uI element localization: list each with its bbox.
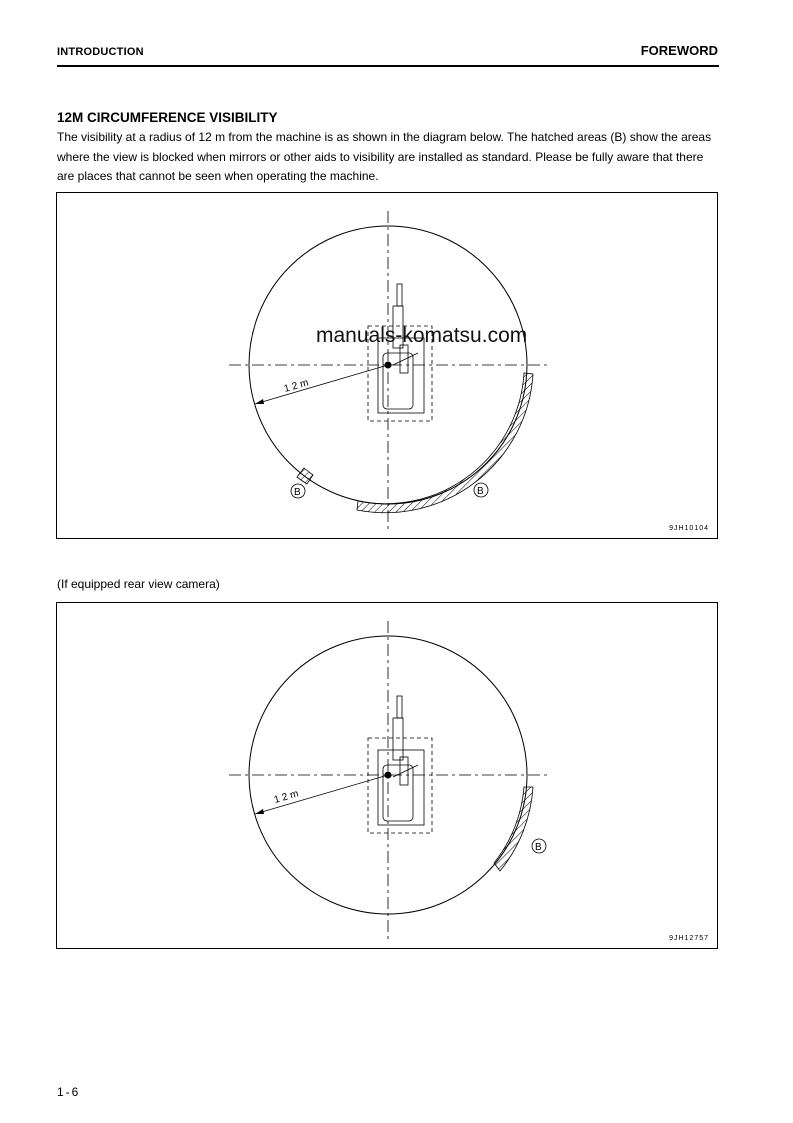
blind-area-label-right: B	[477, 486, 484, 497]
visibility-diagram-rear-camera	[56, 602, 718, 949]
section-title: 12M CIRCUMFERENCE VISIBILITY	[57, 110, 278, 125]
blind-area-arc-right	[494, 787, 533, 871]
header-chapter: FOREWORD	[640, 43, 718, 58]
excavator-outline	[368, 696, 432, 833]
blind-area-label-left: B	[294, 487, 301, 498]
excavator-outline	[368, 284, 432, 421]
visibility-diagram-standard-svg	[57, 193, 719, 540]
watermark: manuals-komatsu.com	[316, 324, 528, 347]
visibility-diagram-rear-camera-svg	[57, 603, 719, 950]
blind-area-label: B	[535, 842, 542, 853]
radius-label: 1 2 m	[282, 377, 310, 395]
radius-label: 1 2 m	[272, 788, 300, 806]
figure-code: 9JH10104	[669, 525, 709, 532]
figure-code: 9JH12757	[669, 935, 709, 942]
intro-paragraph: The visibility at a radius of 12 m from the machine is as shown in the diagram below. The hatched areas (B) show the areas where the view is blocked when mirrors or other aids to visibility are installed as standard. Please be fully aware that there are places that cannot be seen when operating the machine.	[57, 130, 712, 183]
blind-area-small-left	[297, 468, 313, 484]
page-number: 1-6	[57, 1085, 81, 1099]
visibility-diagram-standard	[56, 192, 718, 539]
figure2-caption: (If equipped rear view camera)	[57, 577, 220, 591]
header-divider	[57, 65, 719, 67]
header-section: INTRODUCTION	[57, 46, 144, 58]
